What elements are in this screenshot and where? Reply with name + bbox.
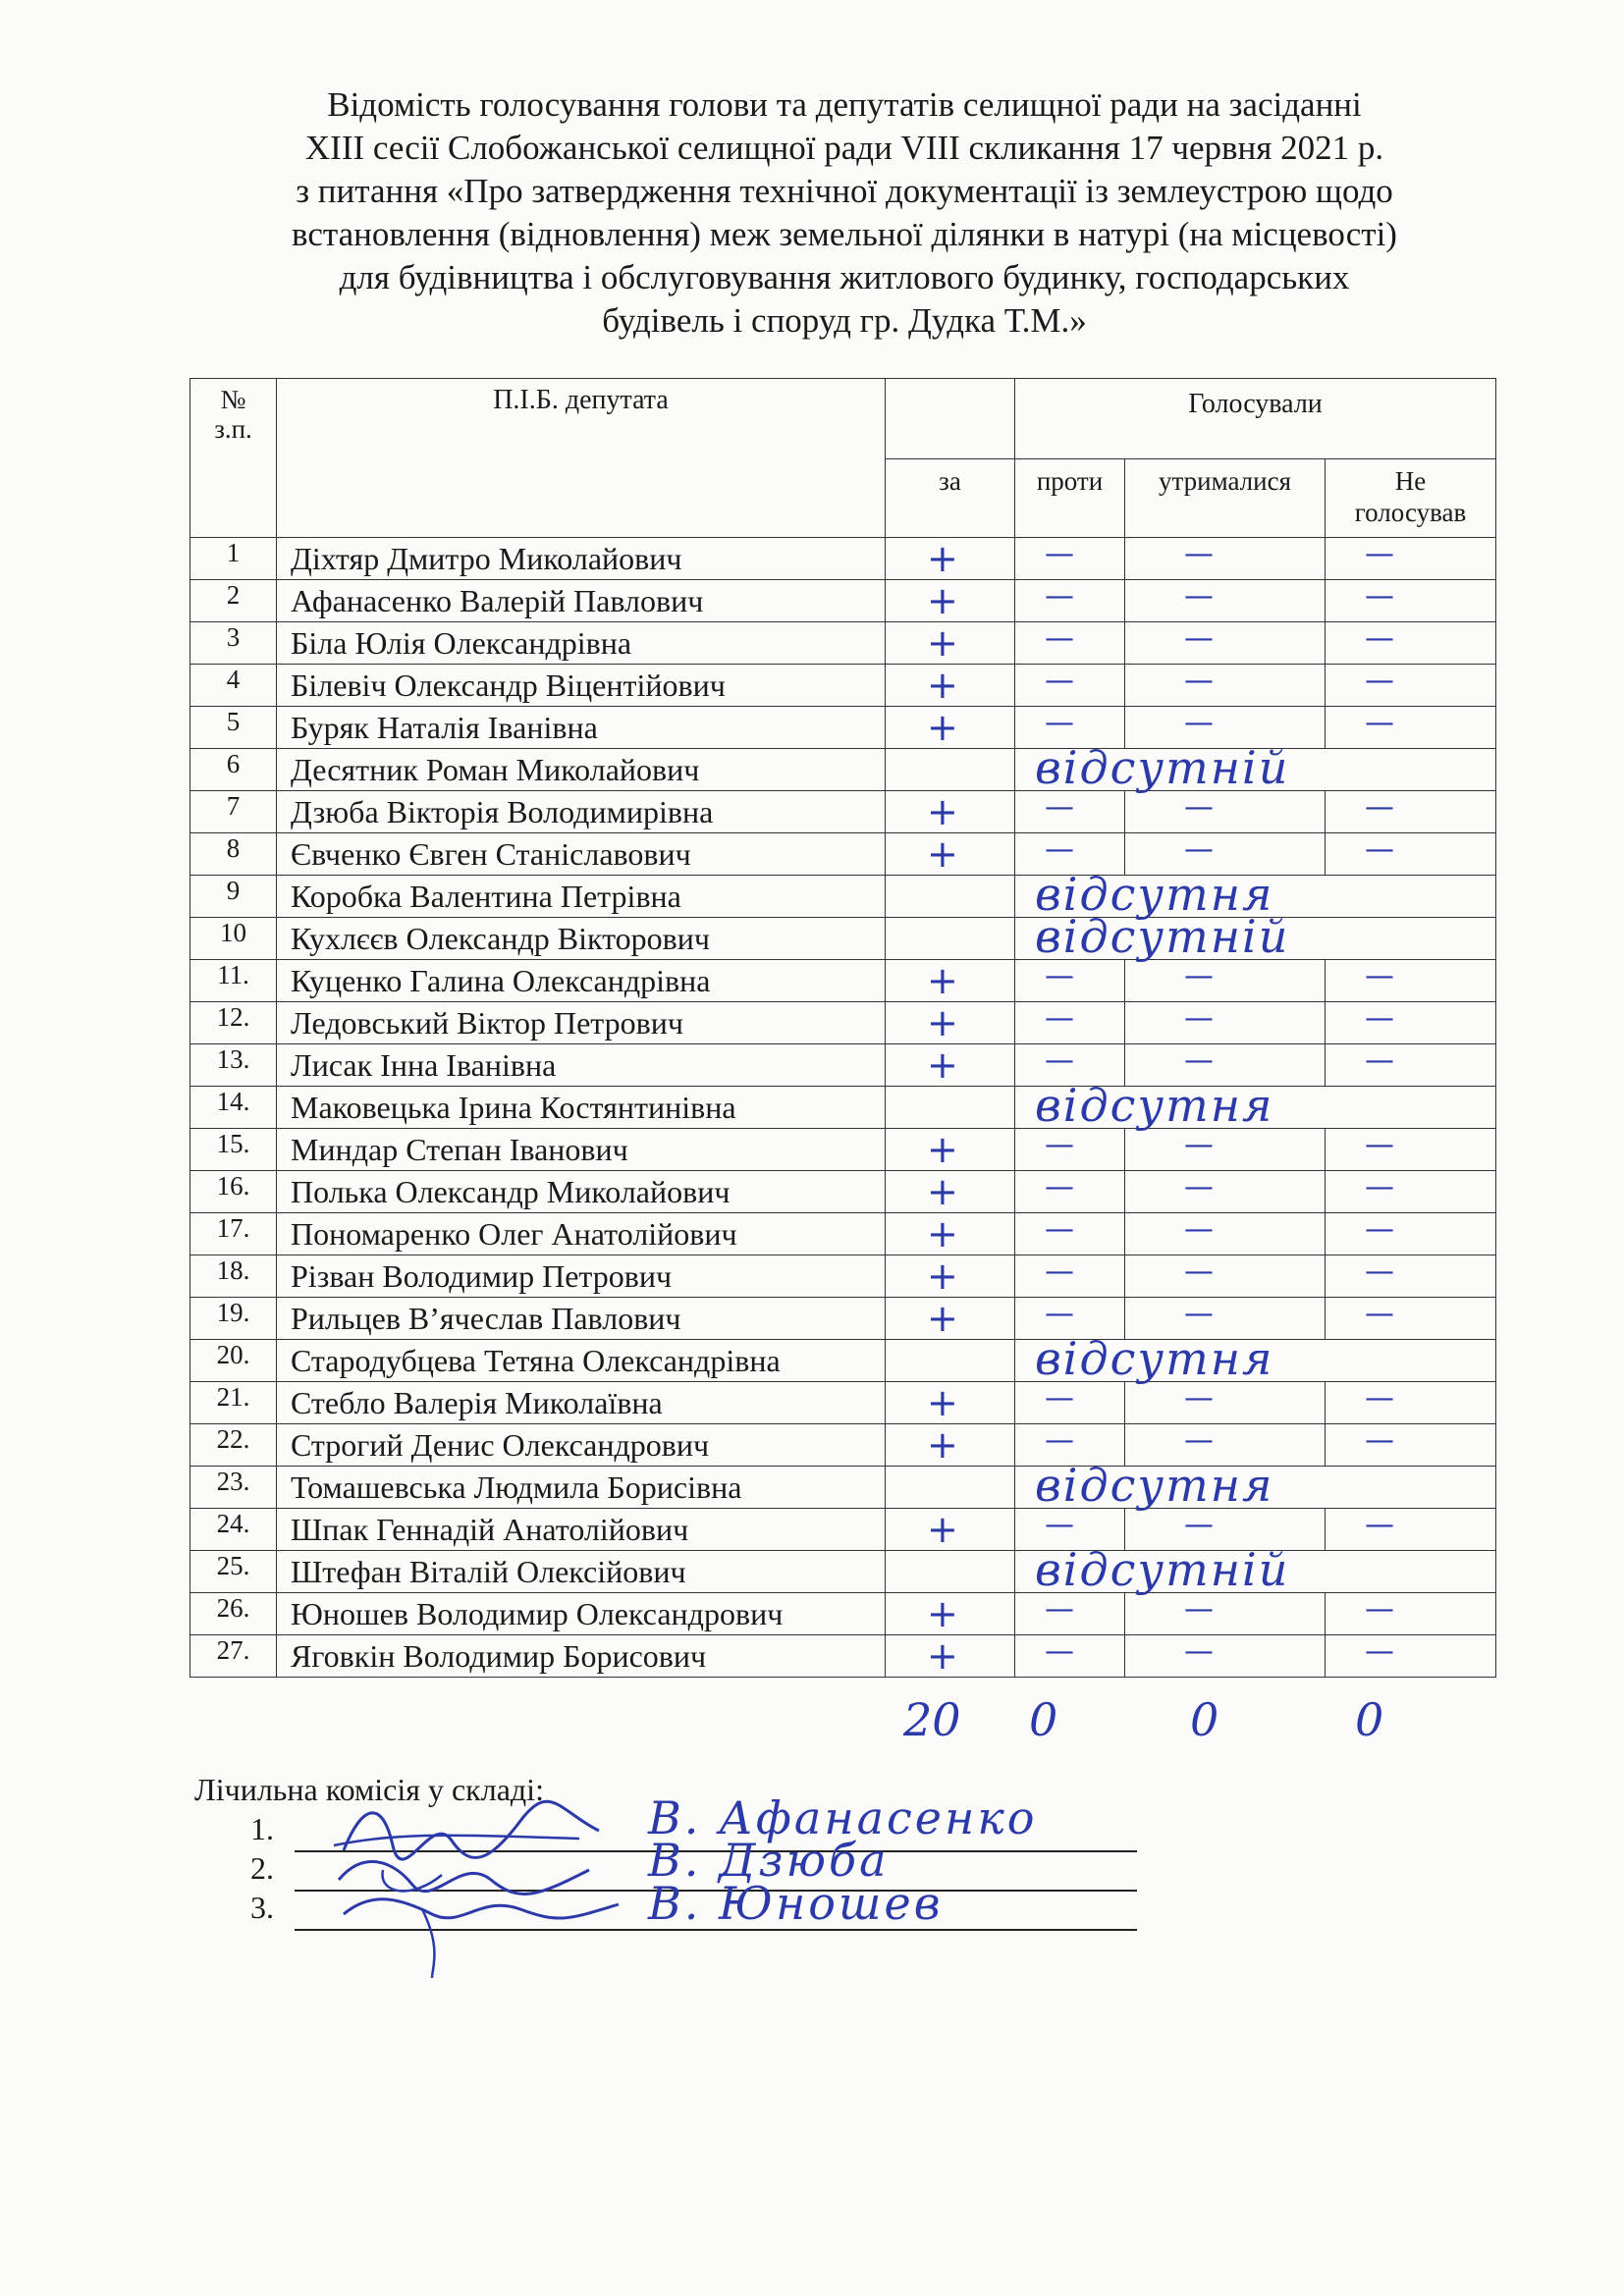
vote-against-mark: — bbox=[1045, 1592, 1076, 1627]
vote-against-mark: — bbox=[1045, 1297, 1076, 1331]
header-name: П.І.Б. депутата bbox=[277, 379, 886, 538]
absent-mark: відсутній bbox=[1035, 1543, 1290, 1596]
deputy-name: Полька Олександр Миколайович bbox=[277, 1171, 886, 1213]
row-number: 19. bbox=[190, 1298, 277, 1340]
vote-against-mark: — bbox=[1045, 1255, 1076, 1289]
vote-not-voted-cell bbox=[1326, 1213, 1496, 1255]
vote-for-mark: + bbox=[927, 1170, 958, 1213]
vote-abstained-mark: — bbox=[1184, 1508, 1216, 1542]
vote-against-cell bbox=[1015, 791, 1125, 833]
absent-mark: відсутній bbox=[1035, 910, 1290, 963]
title-line: встановлення (відновлення) меж земельної ділянки в натурі (на місцевості) bbox=[292, 215, 1397, 253]
vote-totals bbox=[0, 1693, 1624, 1752]
vote-for-cell bbox=[886, 918, 1015, 960]
vote-abstained-cell bbox=[1125, 1129, 1326, 1171]
vote-against-cell bbox=[1015, 1593, 1125, 1635]
vote-abstained-cell bbox=[1125, 1635, 1326, 1678]
vote-abstained-cell bbox=[1125, 580, 1326, 622]
vote-for-mark: + bbox=[927, 1508, 958, 1551]
table-row bbox=[190, 1298, 1496, 1340]
vote-abstained-mark: — bbox=[1184, 1255, 1216, 1289]
deputy-name: Томашевська Людмила Борисівна bbox=[277, 1467, 886, 1509]
vote-against-mark: — bbox=[1045, 621, 1076, 656]
deputy-name: Стародубцева Тетяна Олександрівна bbox=[277, 1340, 886, 1382]
deputy-name: Рильцев В’ячеслав Павлович bbox=[277, 1298, 886, 1340]
vote-against-cell bbox=[1015, 1213, 1125, 1255]
row-number: 13. bbox=[190, 1044, 277, 1087]
vote-for-cell bbox=[886, 876, 1015, 918]
deputy-name: Стебло Валерія Миколаївна bbox=[277, 1382, 886, 1424]
vote-for-mark: + bbox=[927, 621, 958, 665]
vote-against-cell bbox=[1015, 538, 1125, 580]
deputy-name: Миндар Степан Іванович bbox=[277, 1129, 886, 1171]
table-row bbox=[190, 876, 1496, 918]
vote-for-mark: + bbox=[927, 579, 958, 622]
table-row bbox=[190, 665, 1496, 707]
deputy-name: Шпак Геннадій Анатолійович bbox=[277, 1509, 886, 1551]
table-row bbox=[190, 749, 1496, 791]
absent-mark: відсутня bbox=[1035, 1079, 1274, 1132]
vote-for-cell bbox=[886, 1044, 1015, 1087]
vote-for-cell bbox=[886, 665, 1015, 707]
vote-for-mark: + bbox=[927, 537, 958, 580]
vote-for-cell bbox=[886, 622, 1015, 665]
deputy-name: Білевіч Олександр Віцентійович bbox=[277, 665, 886, 707]
vote-not-voted-cell bbox=[1326, 538, 1496, 580]
row-number: 7 bbox=[190, 791, 277, 833]
header-for: за bbox=[886, 459, 1015, 538]
absent-cell bbox=[1015, 1543, 1496, 1596]
vote-against-cell bbox=[1015, 580, 1125, 622]
absent-cell bbox=[1015, 1332, 1496, 1385]
vote-for-mark: + bbox=[927, 1423, 958, 1467]
table-row bbox=[190, 1171, 1496, 1213]
table-row bbox=[190, 960, 1496, 1002]
member-name: В. Дзюба bbox=[648, 1834, 890, 1887]
vote-against-cell bbox=[1015, 1635, 1125, 1678]
vote-abstained-cell bbox=[1125, 665, 1326, 707]
deputy-name: Маковецька Ірина Костянтинівна bbox=[277, 1087, 886, 1129]
deputy-name: Штефан Віталій Олексійович bbox=[277, 1551, 886, 1593]
signature-scribble bbox=[324, 1880, 638, 1988]
member-name: В. Юношев bbox=[648, 1877, 944, 1930]
vote-for-mark: + bbox=[927, 664, 958, 707]
vote-not-voted-cell bbox=[1326, 1044, 1496, 1087]
vote-for-mark: + bbox=[927, 706, 958, 749]
vote-not-voted-mark: — bbox=[1365, 1508, 1396, 1542]
header-voted: Голосували bbox=[1015, 379, 1496, 459]
vote-against-cell bbox=[1015, 1129, 1125, 1171]
deputy-name: Афанасенко Валерій Павлович bbox=[277, 580, 886, 622]
vote-abstained-cell bbox=[1125, 960, 1326, 1002]
table-row bbox=[190, 1551, 1496, 1593]
vote-abstained-mark: — bbox=[1184, 1128, 1216, 1162]
absent-cell bbox=[1015, 910, 1496, 963]
vote-not-voted-mark: — bbox=[1365, 706, 1396, 740]
absent-mark: відсутня bbox=[1035, 1459, 1274, 1512]
deputy-name: Строгий Денис Олександрович bbox=[277, 1424, 886, 1467]
deputy-name: Буряк Наталія Іванівна bbox=[277, 707, 886, 749]
deputy-name: Коробка Валентина Петрівна bbox=[277, 876, 886, 918]
vote-abstained-cell bbox=[1125, 1002, 1326, 1044]
table-row bbox=[190, 1002, 1496, 1044]
table-row bbox=[190, 791, 1496, 833]
vote-not-voted-cell bbox=[1326, 1255, 1496, 1298]
vote-for-cell bbox=[886, 1298, 1015, 1340]
vote-not-voted-mark: — bbox=[1365, 1001, 1396, 1036]
vote-abstained-mark: — bbox=[1184, 1634, 1216, 1669]
header-num: № з.п. bbox=[190, 379, 277, 538]
vote-against-cell bbox=[1015, 1002, 1125, 1044]
table-row bbox=[190, 707, 1496, 749]
deputy-name: Євченко Євген Станіславович bbox=[277, 833, 886, 876]
vote-abstained-mark: — bbox=[1184, 1212, 1216, 1247]
table-row bbox=[190, 833, 1496, 876]
deputy-name: Яговкін Володимир Борисович bbox=[277, 1635, 886, 1678]
title-line: Відомість голосування голови та депутатів селищної ради на засіданні bbox=[327, 85, 1362, 124]
vote-not-voted-cell bbox=[1326, 665, 1496, 707]
vote-for-cell bbox=[886, 1129, 1015, 1171]
row-number: 23. bbox=[190, 1467, 277, 1509]
vote-not-voted-cell bbox=[1326, 1635, 1496, 1678]
vote-for-cell bbox=[886, 1551, 1015, 1593]
vote-against-mark: — bbox=[1045, 1212, 1076, 1247]
table-row bbox=[190, 1382, 1496, 1424]
row-number: 26. bbox=[190, 1593, 277, 1635]
vote-not-voted-cell bbox=[1326, 1509, 1496, 1551]
vote-against-mark: — bbox=[1045, 1634, 1076, 1669]
vote-abstained-cell bbox=[1125, 1382, 1326, 1424]
vote-for-cell bbox=[886, 538, 1015, 580]
row-number: 18. bbox=[190, 1255, 277, 1298]
vote-not-voted-cell bbox=[1326, 1424, 1496, 1467]
absent-cell bbox=[1015, 1079, 1496, 1132]
vote-against-mark: — bbox=[1045, 1170, 1076, 1204]
vote-against-mark: — bbox=[1045, 790, 1076, 825]
table-row bbox=[190, 1340, 1496, 1382]
vote-abstained-mark: — bbox=[1184, 579, 1216, 614]
vote-abstained-mark: — bbox=[1184, 1001, 1216, 1036]
vote-not-voted-cell bbox=[1326, 1382, 1496, 1424]
vote-abstained-mark: — bbox=[1184, 1592, 1216, 1627]
vote-for-mark: + bbox=[927, 832, 958, 876]
table-row bbox=[190, 1255, 1496, 1298]
deputy-name: Юношев Володимир Олександрович bbox=[277, 1593, 886, 1635]
vote-for-mark: + bbox=[927, 1043, 958, 1087]
member-number: 1. bbox=[250, 1811, 274, 1846]
vote-against-cell bbox=[1015, 1382, 1125, 1424]
header-blank bbox=[886, 379, 1015, 459]
vote-abstained-mark: — bbox=[1184, 537, 1216, 571]
vote-not-voted-mark: — bbox=[1365, 832, 1396, 867]
header-abstained: утрималися bbox=[1125, 459, 1326, 538]
vote-not-voted-mark: — bbox=[1365, 1592, 1396, 1627]
header-not-voted: Не голосував bbox=[1326, 459, 1496, 538]
vote-not-voted-mark: — bbox=[1365, 1212, 1396, 1247]
vote-abstained-mark: — bbox=[1184, 1043, 1216, 1078]
vote-not-voted-cell bbox=[1326, 1593, 1496, 1635]
row-number: 5 bbox=[190, 707, 277, 749]
vote-abstained-mark: — bbox=[1184, 664, 1216, 698]
title-line: будівель і споруд гр. Дудка Т.М.» bbox=[602, 301, 1087, 340]
deputy-name: Дзюба Вікторія Володимирівна bbox=[277, 791, 886, 833]
vote-for-cell bbox=[886, 1467, 1015, 1509]
vote-abstained-cell bbox=[1125, 538, 1326, 580]
table-row bbox=[190, 1424, 1496, 1467]
row-number: 22. bbox=[190, 1424, 277, 1467]
vote-for-mark: + bbox=[927, 959, 958, 1002]
vote-abstained-mark: — bbox=[1184, 621, 1216, 656]
deputy-name: Пономаренко Олег Анатолійович bbox=[277, 1213, 886, 1255]
row-number: 6 bbox=[190, 749, 277, 791]
deputy-name: Куценко Галина Олександрівна bbox=[277, 960, 886, 1002]
vote-not-voted-cell bbox=[1326, 960, 1496, 1002]
vote-not-voted-mark: — bbox=[1365, 1423, 1396, 1458]
row-number: 3 bbox=[190, 622, 277, 665]
table-row bbox=[190, 622, 1496, 665]
vote-for-cell bbox=[886, 1171, 1015, 1213]
table-row bbox=[190, 1044, 1496, 1087]
vote-for-mark: + bbox=[927, 1001, 958, 1044]
table-row bbox=[190, 1509, 1496, 1551]
total-abstained: 0 bbox=[1190, 1693, 1219, 1746]
vote-for-mark: + bbox=[927, 790, 958, 833]
vote-for-cell bbox=[886, 791, 1015, 833]
table-row bbox=[190, 538, 1496, 580]
vote-abstained-cell bbox=[1125, 1213, 1326, 1255]
deputy-name: Десятник Роман Миколайович bbox=[277, 749, 886, 791]
table-row bbox=[190, 1635, 1496, 1678]
vote-for-cell bbox=[886, 1087, 1015, 1129]
vote-for-cell bbox=[886, 1255, 1015, 1298]
vote-for-mark: + bbox=[927, 1212, 958, 1255]
row-number: 1 bbox=[190, 538, 277, 580]
vote-abstained-mark: — bbox=[1184, 790, 1216, 825]
vote-abstained-cell bbox=[1125, 791, 1326, 833]
vote-for-cell bbox=[886, 1002, 1015, 1044]
vote-abstained-mark: — bbox=[1184, 959, 1216, 993]
vote-for-mark: + bbox=[927, 1381, 958, 1424]
table-row bbox=[190, 1213, 1496, 1255]
vote-not-voted-cell bbox=[1326, 707, 1496, 749]
vote-against-cell bbox=[1015, 1255, 1125, 1298]
member-number: 3. bbox=[250, 1890, 274, 1925]
row-number: 11. bbox=[190, 960, 277, 1002]
vote-against-cell bbox=[1015, 622, 1125, 665]
title-line: XIII сесії Слобожанської селищної ради VIII скликання 17 червня 2021 р. bbox=[304, 129, 1384, 167]
row-number: 17. bbox=[190, 1213, 277, 1255]
vote-for-cell bbox=[886, 1382, 1015, 1424]
vote-not-voted-mark: — bbox=[1365, 664, 1396, 698]
vote-not-voted-mark: — bbox=[1365, 1170, 1396, 1204]
total-not-voted: 0 bbox=[1355, 1693, 1384, 1746]
total-against: 0 bbox=[1029, 1693, 1058, 1746]
table-row bbox=[190, 918, 1496, 960]
vote-abstained-cell bbox=[1125, 1593, 1326, 1635]
vote-for-cell bbox=[886, 749, 1015, 791]
vote-not-voted-mark: — bbox=[1365, 1043, 1396, 1078]
vote-not-voted-mark: — bbox=[1365, 579, 1396, 614]
deputy-name: Ледовський Віктор Петрович bbox=[277, 1002, 886, 1044]
row-number: 4 bbox=[190, 665, 277, 707]
deputy-name: Лисак Інна Іванівна bbox=[277, 1044, 886, 1087]
vote-not-voted-cell bbox=[1326, 1171, 1496, 1213]
vote-not-voted-cell bbox=[1326, 1002, 1496, 1044]
vote-not-voted-cell bbox=[1326, 791, 1496, 833]
vote-for-cell bbox=[886, 1635, 1015, 1678]
table-row bbox=[190, 1087, 1496, 1129]
vote-abstained-mark: — bbox=[1184, 1170, 1216, 1204]
vote-against-mark: — bbox=[1045, 706, 1076, 740]
vote-not-voted-mark: — bbox=[1365, 1128, 1396, 1162]
vote-for-cell bbox=[886, 1213, 1015, 1255]
vote-against-cell bbox=[1015, 960, 1125, 1002]
row-number: 14. bbox=[190, 1087, 277, 1129]
deputy-name: Різван Володимир Петрович bbox=[277, 1255, 886, 1298]
row-number: 15. bbox=[190, 1129, 277, 1171]
header-against: проти bbox=[1015, 459, 1125, 538]
row-number: 21. bbox=[190, 1382, 277, 1424]
row-number: 8 bbox=[190, 833, 277, 876]
row-number: 27. bbox=[190, 1635, 277, 1678]
vote-not-voted-cell bbox=[1326, 1298, 1496, 1340]
vote-for-mark: + bbox=[927, 1297, 958, 1340]
vote-abstained-mark: — bbox=[1184, 706, 1216, 740]
vote-against-mark: — bbox=[1045, 1043, 1076, 1078]
vote-not-voted-mark: — bbox=[1365, 1634, 1396, 1669]
vote-not-voted-mark: — bbox=[1365, 790, 1396, 825]
absent-cell bbox=[1015, 741, 1496, 794]
member-number: 2. bbox=[250, 1850, 274, 1886]
table-row bbox=[190, 1467, 1496, 1509]
vote-not-voted-mark: — bbox=[1365, 1381, 1396, 1415]
vote-abstained-mark: — bbox=[1184, 832, 1216, 867]
vote-not-voted-mark: — bbox=[1365, 621, 1396, 656]
vote-against-cell bbox=[1015, 1171, 1125, 1213]
table-row bbox=[190, 1593, 1496, 1635]
row-number: 20. bbox=[190, 1340, 277, 1382]
vote-against-mark: — bbox=[1045, 1508, 1076, 1542]
vote-against-mark: — bbox=[1045, 959, 1076, 993]
vote-abstained-cell bbox=[1125, 622, 1326, 665]
vote-against-mark: — bbox=[1045, 1128, 1076, 1162]
vote-against-mark: — bbox=[1045, 832, 1076, 867]
vote-not-voted-mark: — bbox=[1365, 1297, 1396, 1331]
vote-abstained-mark: — bbox=[1184, 1381, 1216, 1415]
vote-for-mark: + bbox=[927, 1255, 958, 1298]
deputy-name: Кухлєєв Олександр Вікторович bbox=[277, 918, 886, 960]
vote-for-cell bbox=[886, 707, 1015, 749]
vote-for-cell bbox=[886, 580, 1015, 622]
title-line: з питання «Про затвердження технічної документації із землеустрою щодо bbox=[296, 172, 1393, 210]
vote-for-mark: + bbox=[927, 1128, 958, 1171]
vote-against-mark: — bbox=[1045, 1381, 1076, 1415]
vote-for-mark: + bbox=[927, 1592, 958, 1635]
row-number: 10 bbox=[190, 918, 277, 960]
row-number: 25. bbox=[190, 1551, 277, 1593]
vote-for-mark: + bbox=[927, 1634, 958, 1678]
total-for: 20 bbox=[903, 1693, 961, 1746]
table-row bbox=[190, 580, 1496, 622]
vote-for-cell bbox=[886, 1424, 1015, 1467]
table-row bbox=[190, 1129, 1496, 1171]
vote-against-mark: — bbox=[1045, 537, 1076, 571]
vote-not-voted-cell bbox=[1326, 1129, 1496, 1171]
vote-not-voted-mark: — bbox=[1365, 1255, 1396, 1289]
row-number: 2 bbox=[190, 580, 277, 622]
absent-mark: відсутня bbox=[1035, 1332, 1274, 1385]
absent-mark: відсутня bbox=[1035, 868, 1274, 921]
vote-abstained-mark: — bbox=[1184, 1297, 1216, 1331]
vote-for-cell bbox=[886, 960, 1015, 1002]
row-number: 9 bbox=[190, 876, 277, 918]
vote-against-mark: — bbox=[1045, 1423, 1076, 1458]
vote-for-cell bbox=[886, 1593, 1015, 1635]
vote-abstained-mark: — bbox=[1184, 1423, 1216, 1458]
vote-abstained-cell bbox=[1125, 1171, 1326, 1213]
deputy-name: Діхтяр Дмитро Миколайович bbox=[277, 538, 886, 580]
vote-against-mark: — bbox=[1045, 1001, 1076, 1036]
vote-for-cell bbox=[886, 833, 1015, 876]
absent-cell bbox=[1015, 1459, 1496, 1512]
commission-label: Лічильна комісія у складі: bbox=[194, 1772, 544, 1807]
vote-not-voted-mark: — bbox=[1365, 959, 1396, 993]
document-title bbox=[216, 83, 1473, 343]
vote-not-voted-cell bbox=[1326, 833, 1496, 876]
vote-against-mark: — bbox=[1045, 664, 1076, 698]
row-number: 24. bbox=[190, 1509, 277, 1551]
vote-not-voted-cell bbox=[1326, 622, 1496, 665]
member-name: В. Афанасенко bbox=[648, 1791, 1038, 1844]
row-number: 16. bbox=[190, 1171, 277, 1213]
vote-not-voted-cell bbox=[1326, 580, 1496, 622]
title-line: для будівництва і обслуговування житлового будинку, господарських bbox=[339, 258, 1350, 296]
voting-table bbox=[189, 378, 1496, 1678]
deputy-name: Біла Юлія Олександрівна bbox=[277, 622, 886, 665]
vote-for-cell bbox=[886, 1509, 1015, 1551]
vote-against-cell bbox=[1015, 665, 1125, 707]
vote-against-mark: — bbox=[1045, 579, 1076, 614]
vote-for-cell bbox=[886, 1340, 1015, 1382]
row-number: 12. bbox=[190, 1002, 277, 1044]
absent-mark: відсутній bbox=[1035, 741, 1290, 794]
vote-abstained-cell bbox=[1125, 1255, 1326, 1298]
vote-not-voted-mark: — bbox=[1365, 537, 1396, 571]
